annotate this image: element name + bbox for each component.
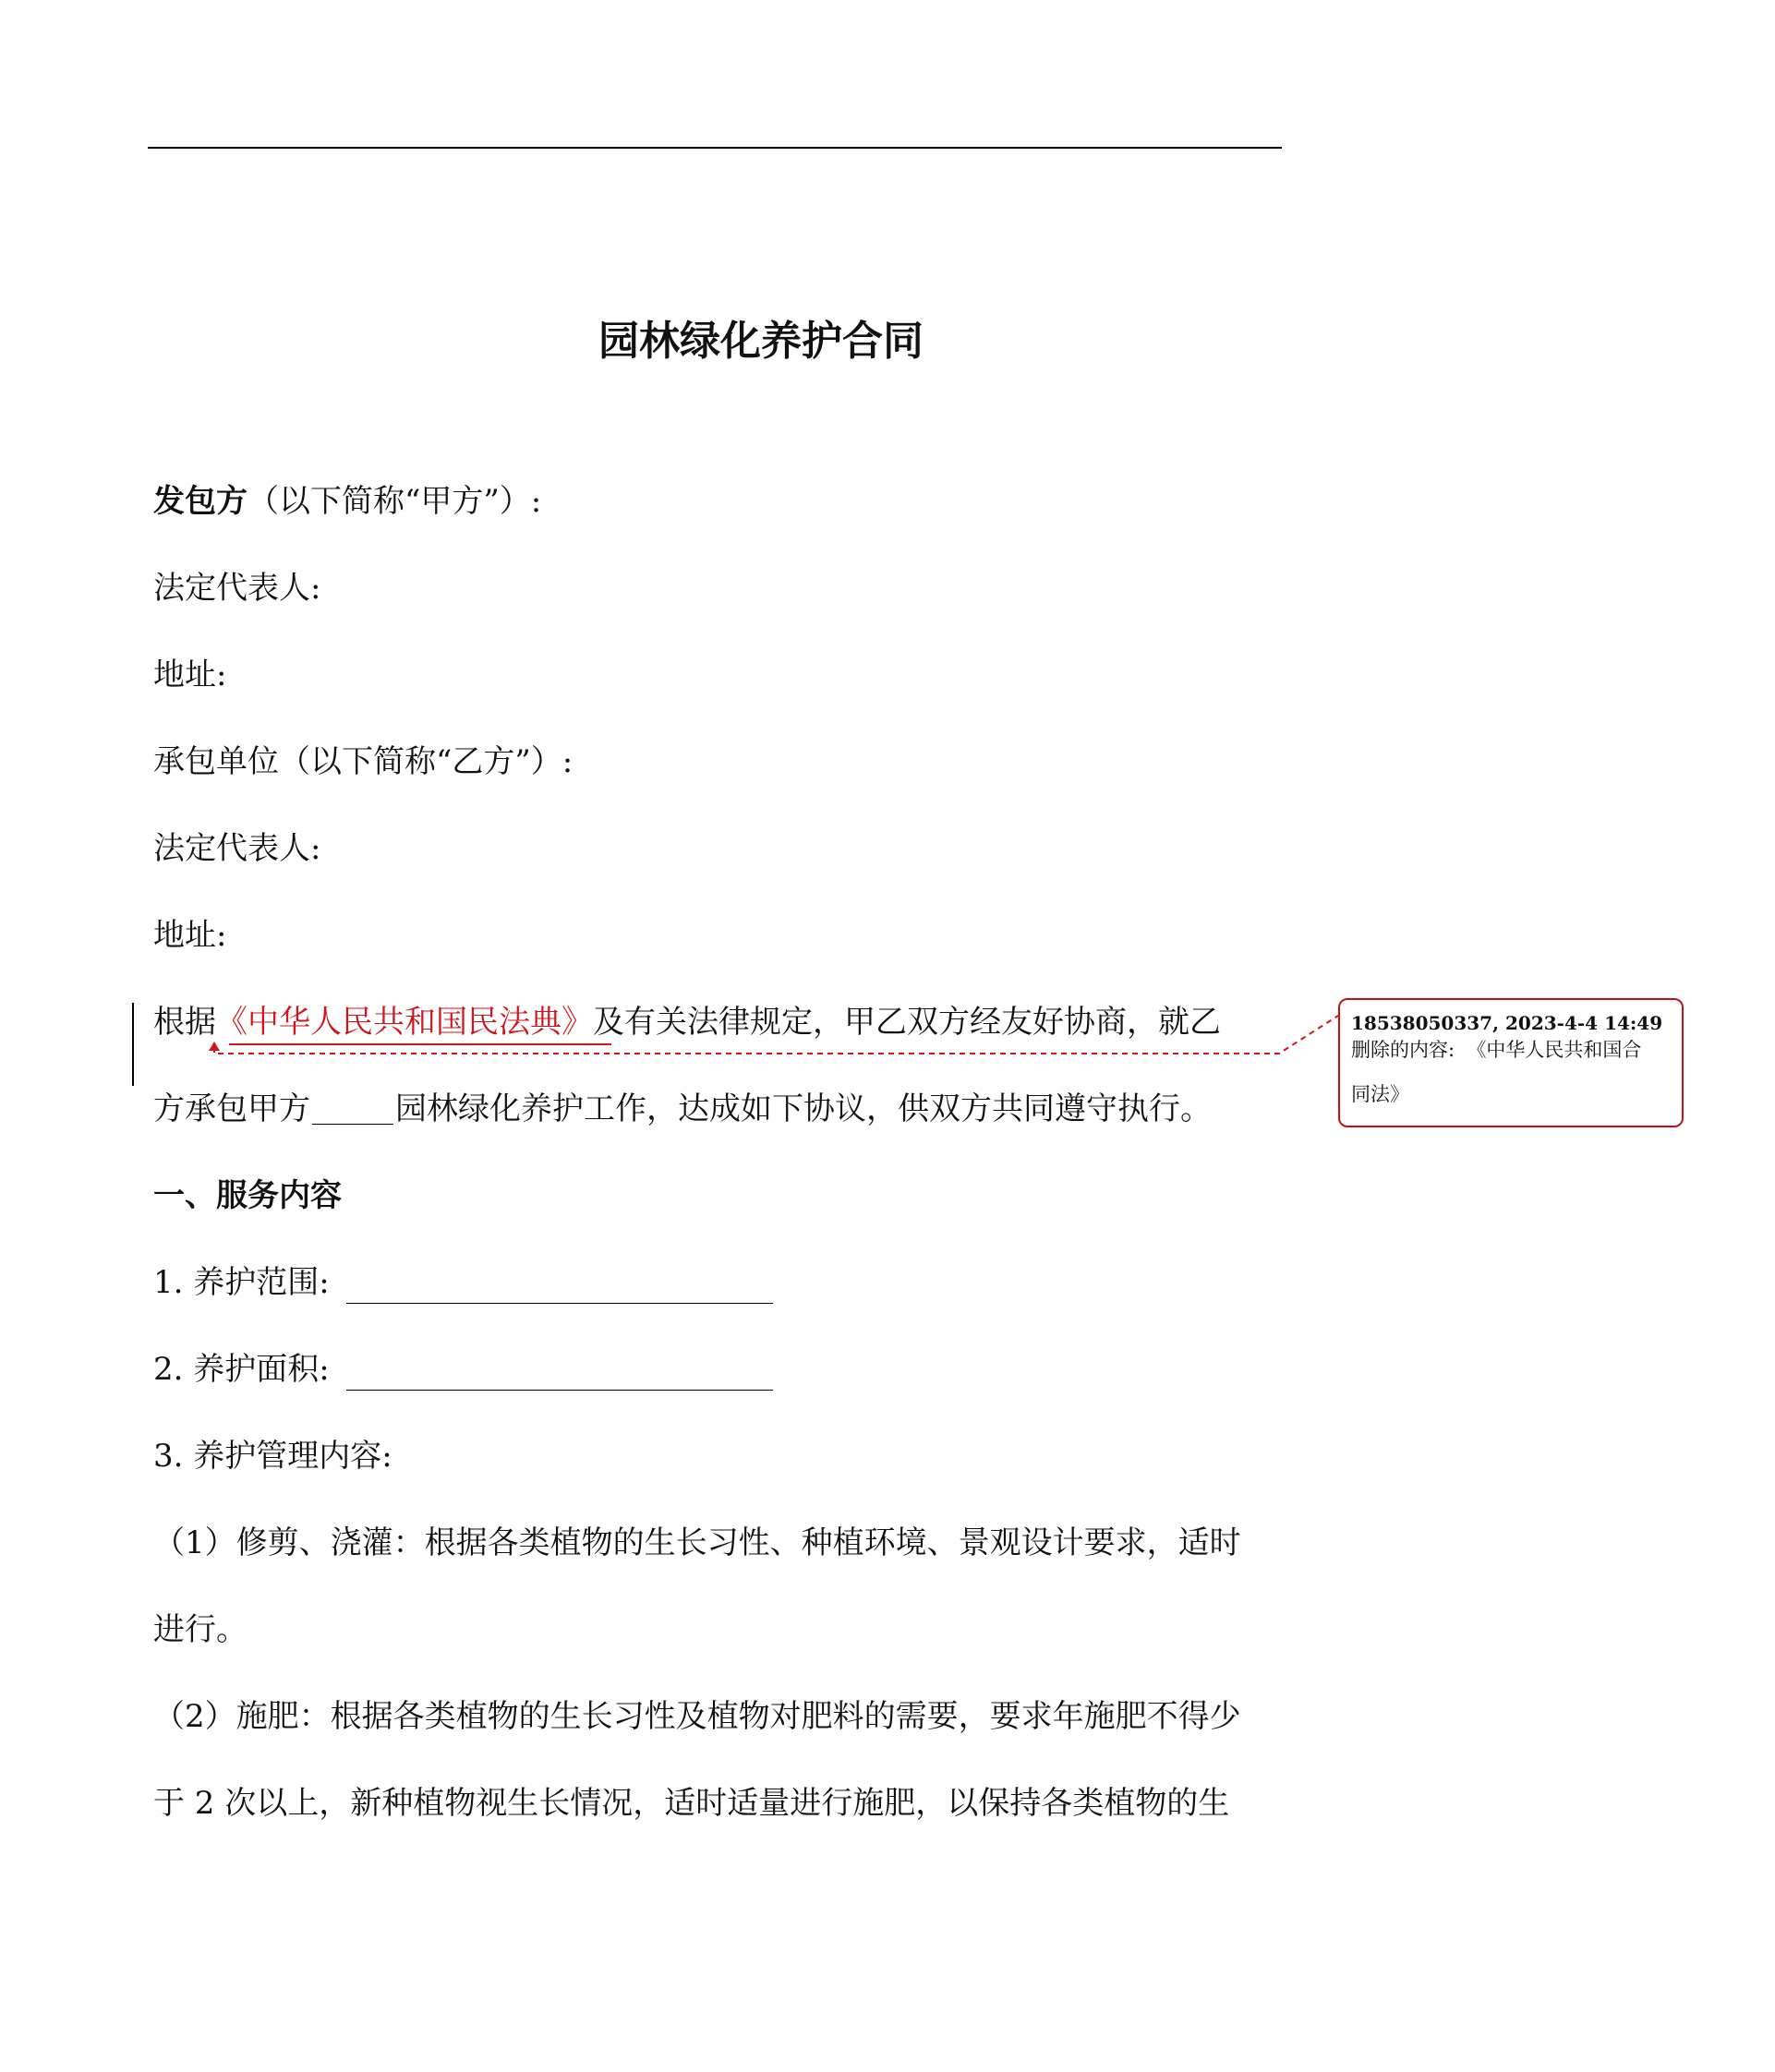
- intro-paragraph-line2: [153, 1086, 1212, 1132]
- party-a-address: 地址:: [153, 657, 227, 693]
- party-b-representative: 法定代表人:: [153, 830, 321, 867]
- section-heading-service: 一、服务内容: [153, 1177, 342, 1214]
- scope-fill-blank[interactable]: [346, 1275, 773, 1304]
- party-a-label: [153, 478, 541, 524]
- item-scope: [153, 1259, 773, 1306]
- comment-body: [1351, 1037, 1672, 1107]
- item-area-label: 2. 养护面积:: [153, 1351, 330, 1388]
- item-area: [153, 1346, 773, 1392]
- sub-item-1-line1: （1）修剪、浇灌：根据各类植物的生长习性、种植环境、景观设计要求，适时: [153, 1524, 1241, 1561]
- comment-deleted-text-2: 同法》: [1351, 1083, 1409, 1105]
- party-a-label-rest: （以下简称“甲方”）:: [248, 483, 542, 520]
- comment-deleted-label: 删除的内容:: [1351, 1039, 1455, 1061]
- comment-author-time: 18538050337, 2023-4-4 14:49: [1351, 1012, 1663, 1034]
- comment-deleted-text-1: 《中华人民共和国合: [1467, 1039, 1642, 1061]
- revision-change-bar: [132, 1003, 134, 1086]
- area-fill-blank[interactable]: [346, 1362, 773, 1391]
- sub-item-2-line1: （2）施肥：根据各类植物的生长习性及植物对肥料的需要，要求年施肥不得少: [153, 1698, 1241, 1735]
- intro-suffix: 及有关法律规定，甲乙双方经友好协商，就乙: [593, 1004, 1221, 1041]
- sub-item-2-line2: 于 2 次以上，新种植物视生长情况，适时适量进行施肥，以保持各类植物的生: [153, 1785, 1230, 1822]
- sub-item-1-line2: 进行。: [153, 1611, 248, 1648]
- intro-line2-b: 园林绿化养护工作，达成如下协议，供双方共同遵守执行。: [395, 1090, 1212, 1127]
- item-scope-label: 1. 养护范围:: [153, 1264, 330, 1301]
- party-b-label: 承包单位（以下简称“乙方”）:: [153, 743, 574, 780]
- project-name-blank[interactable]: [312, 1092, 393, 1125]
- comment-deleted-row: [1351, 1037, 1672, 1063]
- insertion-underline: [229, 1043, 611, 1045]
- party-a-representative: 法定代表人:: [153, 570, 321, 607]
- document-title: 园林绿化养护合同: [598, 318, 924, 365]
- intro-paragraph-line1: [153, 999, 1221, 1045]
- intro-prefix: 根据: [153, 1004, 216, 1041]
- intro-line2-a: 方承包甲方: [153, 1090, 310, 1127]
- party-b-address: 地址:: [153, 917, 227, 954]
- item-management: 3. 养护管理内容:: [153, 1438, 392, 1475]
- revision-comment-balloon[interactable]: [1338, 998, 1684, 1127]
- inserted-law-name[interactable]: 《中华人民共和国民法典》: [216, 1004, 593, 1041]
- party-a-label-bold: 发包方: [153, 483, 248, 520]
- header-rule: [148, 147, 1282, 149]
